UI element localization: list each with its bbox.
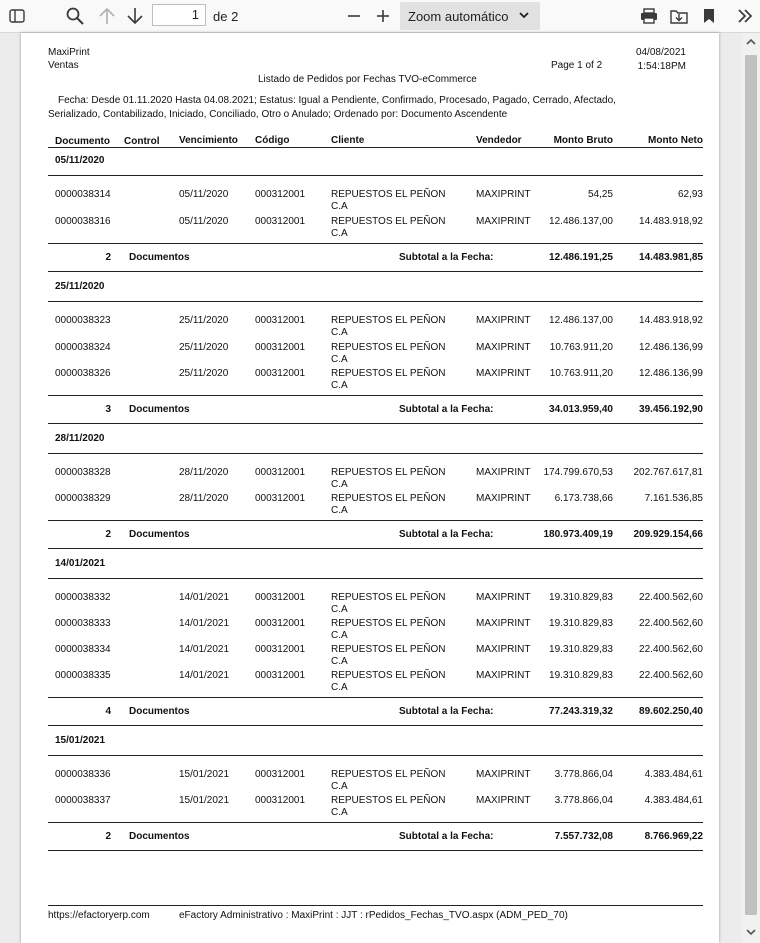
subtotal-neto: 14.483.981,85 [639, 252, 703, 263]
subtotal-rule [48, 822, 703, 823]
row-monto-bruto: 19.310.829,83 [549, 670, 613, 681]
row-cliente-line2: C.A [331, 682, 348, 693]
group-end-rule [48, 850, 703, 851]
row-documento: 0000038329 [55, 493, 111, 504]
row-documento: 0000038332 [55, 592, 111, 603]
group-date: 15/01/2021 [55, 735, 106, 746]
row-documento: 0000038328 [55, 467, 111, 478]
row-cliente: REPUESTOS EL PEÑON [331, 189, 446, 200]
col-cliente: Cliente [331, 135, 365, 146]
row-vencimiento: 14/01/2021 [179, 644, 230, 655]
col-vencimiento: Vencimiento [179, 135, 238, 146]
row-codigo: 000312001 [255, 467, 306, 478]
subtotal-rule [48, 697, 703, 698]
group-date: 25/11/2020 [55, 281, 105, 292]
row-documento: 0000038326 [55, 368, 111, 379]
row-codigo: 000312001 [255, 368, 306, 379]
save-icon [670, 8, 688, 24]
row-cliente: REPUESTOS EL PEÑON [331, 592, 446, 603]
subtotal-rule [48, 395, 703, 396]
scroll-up-icon[interactable] [746, 37, 756, 47]
next-page-button[interactable] [124, 4, 146, 28]
row-cliente: REPUESTOS EL PEÑON [331, 342, 446, 353]
row-codigo: 000312001 [255, 618, 306, 629]
row-vendedor: MAXIPRINT [476, 189, 531, 200]
footer-rule [48, 905, 703, 906]
row-monto-neto: 4.383.484,61 [644, 769, 703, 780]
zoom-out-button[interactable] [343, 4, 365, 28]
row-cliente: REPUESTOS EL PEÑON [331, 618, 446, 629]
pdf-page [21, 33, 719, 943]
row-vendedor: MAXIPRINT [476, 467, 531, 478]
row-vencimiento: 15/01/2021 [179, 769, 230, 780]
sidebar-toggle-button[interactable] [6, 4, 28, 28]
row-cliente: REPUESTOS EL PEÑON [331, 216, 446, 227]
row-documento: 0000038324 [55, 342, 111, 353]
row-documento: 0000038314 [55, 189, 111, 200]
row-monto-bruto: 19.310.829,83 [549, 592, 613, 603]
group-date: 28/11/2020 [55, 433, 105, 444]
row-vendedor: MAXIPRINT [476, 618, 531, 629]
row-monto-bruto: 19.310.829,83 [549, 618, 613, 629]
footer-url: https://efactoryerp.com [48, 910, 150, 921]
zoom-in-button[interactable] [372, 4, 394, 28]
row-documento: 0000038337 [55, 795, 111, 806]
subtotal-neto: 39.456.192,90 [639, 404, 703, 415]
download-button[interactable] [668, 4, 690, 28]
row-codigo: 000312001 [255, 216, 306, 227]
arrow-down-icon [127, 7, 143, 25]
row-monto-bruto: 6.173.738,66 [554, 493, 613, 504]
report-date: 04/08/2021 [635, 47, 686, 58]
row-codigo: 000312001 [255, 315, 306, 326]
row-codigo: 000312001 [255, 592, 306, 603]
row-vendedor: MAXIPRINT [476, 592, 531, 603]
group-date: 05/11/2020 [55, 155, 105, 166]
plus-icon [376, 9, 390, 23]
col-vendedor: Vendedor [476, 135, 522, 146]
group-rule [48, 175, 703, 176]
row-monto-neto: 22.400.562,60 [639, 618, 703, 629]
subtotal-rule [48, 520, 703, 521]
row-monto-bruto: 54,25 [587, 189, 613, 200]
row-monto-bruto: 10.763.911,20 [549, 368, 613, 379]
row-monto-bruto: 10.763.911,20 [549, 342, 613, 353]
row-monto-neto: 12.486.136,99 [639, 342, 703, 353]
subtotal-count: 2 [105, 529, 111, 540]
subtotal-bruto: 180.973.409,19 [543, 529, 613, 540]
row-cliente: REPUESTOS EL PEÑON [331, 315, 446, 326]
group-rule [48, 453, 703, 454]
row-vendedor: MAXIPRINT [476, 315, 531, 326]
row-cliente: REPUESTOS EL PEÑON [331, 795, 446, 806]
subtotal-neto: 8.766.969,22 [644, 831, 703, 842]
group-rule [48, 755, 703, 756]
find-button[interactable] [64, 4, 86, 28]
subtotal-label: Subtotal a la Fecha: [399, 404, 494, 415]
row-cliente-line2: C.A [331, 479, 348, 490]
subtotal-rule [48, 243, 703, 244]
page-info: Page 1 of 2 [551, 60, 603, 71]
bookmark-button[interactable] [698, 4, 720, 28]
row-vendedor: MAXIPRINT [476, 216, 531, 227]
row-codigo: 000312001 [255, 342, 306, 353]
row-monto-neto: 4.383.484,61 [644, 795, 703, 806]
row-vencimiento: 25/11/2020 [179, 368, 229, 379]
row-cliente-line2: C.A [331, 604, 348, 615]
subtotal-bruto: 77.243.319,32 [549, 706, 613, 717]
row-monto-neto: 22.400.562,60 [639, 670, 703, 681]
row-documento: 0000038316 [55, 216, 111, 227]
row-vencimiento: 15/01/2021 [179, 795, 230, 806]
subtotal-neto: 89.602.250,40 [639, 706, 703, 717]
subtotal-docs-label: Documentos [129, 404, 190, 415]
row-cliente-line2: C.A [331, 380, 348, 391]
page-number-input[interactable]: 1 [152, 4, 206, 26]
col-control: Control [124, 136, 160, 147]
page-count-label: de 2 [213, 9, 239, 24]
row-vendedor: MAXIPRINT [476, 342, 531, 353]
row-vendedor: MAXIPRINT [476, 769, 531, 780]
subtotal-label: Subtotal a la Fecha: [399, 831, 494, 842]
row-cliente: REPUESTOS EL PEÑON [331, 644, 446, 655]
group-rule [48, 301, 703, 302]
subtotal-docs-label: Documentos [129, 529, 190, 540]
pdf-toolbar [0, 0, 760, 33]
row-monto-bruto: 12.486.137,00 [549, 216, 613, 227]
row-cliente-line2: C.A [331, 630, 348, 641]
row-vencimiento: 05/11/2020 [179, 216, 229, 227]
row-codigo: 000312001 [255, 493, 306, 504]
subtotal-docs-label: Documentos [129, 252, 190, 263]
scroll-down-icon[interactable] [746, 927, 756, 937]
print-button[interactable] [638, 4, 660, 28]
minus-icon [347, 9, 361, 23]
row-cliente-line2: C.A [331, 781, 348, 792]
group-end-rule [48, 271, 703, 272]
group-date: 14/01/2021 [55, 558, 106, 569]
scrollbar-thumb[interactable] [745, 55, 757, 915]
group-rule [48, 578, 703, 579]
row-vencimiento: 28/11/2020 [179, 493, 229, 504]
row-codigo: 000312001 [255, 769, 306, 780]
row-documento: 0000038336 [55, 769, 111, 780]
filter-line-2: Serializado, Contabilizado, Iniciado, Conciliado, Otro o Anulado; Ordenado por: Documento Ascendente [48, 109, 508, 120]
col-monto-bruto: Monto Bruto [553, 135, 613, 146]
row-vendedor: MAXIPRINT [476, 493, 531, 504]
subtotal-label: Subtotal a la Fecha: [399, 252, 494, 263]
row-cliente: REPUESTOS EL PEÑON [331, 670, 446, 681]
group-end-rule [48, 548, 703, 549]
row-codigo: 000312001 [255, 795, 306, 806]
subtotal-docs-label: Documentos [129, 706, 190, 717]
vertical-scrollbar[interactable] [742, 33, 760, 943]
group-end-rule [48, 423, 703, 424]
report-time: 1:54:18PM [637, 61, 686, 72]
subtotal-bruto: 7.557.732,08 [554, 831, 613, 842]
company-name: MaxiPrint [48, 47, 90, 58]
row-monto-bruto: 12.486.137,00 [549, 315, 613, 326]
row-cliente: REPUESTOS EL PEÑON [331, 769, 446, 780]
row-vencimiento: 14/01/2021 [179, 670, 230, 681]
search-icon [66, 7, 84, 25]
footer-system: eFactory Administrativo : MaxiPrint : JJT : rPedidos_Fechas_TVO.aspx (ADM_PED_70) [179, 910, 568, 921]
row-monto-neto: 14.483.918,92 [639, 216, 703, 227]
row-codigo: 000312001 [255, 644, 306, 655]
row-vendedor: MAXIPRINT [476, 368, 531, 379]
col-monto-neto: Monto Neto [648, 135, 703, 146]
row-cliente: REPUESTOS EL PEÑON [331, 368, 446, 379]
row-monto-neto: 22.400.562,60 [639, 644, 703, 655]
arrow-up-icon [99, 7, 115, 25]
row-vendedor: MAXIPRINT [476, 670, 531, 681]
row-cliente-line2: C.A [331, 354, 348, 365]
row-documento: 0000038323 [55, 315, 111, 326]
row-documento: 0000038335 [55, 670, 111, 681]
col-codigo: Código [255, 135, 290, 146]
subtotal-count: 3 [105, 404, 111, 415]
document-viewer[interactable] [0, 33, 760, 943]
row-vencimiento: 25/11/2020 [179, 315, 229, 326]
filter-line-1: Fecha: Desde 01.11.2020 Hasta 04.08.2021; Estatus: Igual a Pendiente, Confirmado, Procesado, Pagado, Cerrado, Afectado, [58, 95, 616, 106]
module-name: Ventas [48, 60, 79, 71]
row-vencimiento: 28/11/2020 [179, 467, 229, 478]
col-documento: Documento [55, 136, 110, 147]
row-monto-bruto: 174.799.670,53 [543, 467, 613, 478]
row-monto-neto: 202.767.617,81 [633, 467, 703, 478]
row-cliente: REPUESTOS EL PEÑON [331, 493, 446, 504]
row-documento: 0000038334 [55, 644, 111, 655]
row-cliente-line2: C.A [331, 807, 348, 818]
previous-page-button[interactable] [96, 4, 118, 28]
row-codigo: 000312001 [255, 670, 306, 681]
row-cliente-line2: C.A [331, 201, 348, 212]
row-cliente: REPUESTOS EL PEÑON [331, 467, 446, 478]
group-end-rule [48, 725, 703, 726]
row-cliente-line2: C.A [331, 505, 348, 516]
row-monto-neto: 14.483.918,92 [639, 315, 703, 326]
row-vencimiento: 14/01/2021 [179, 592, 230, 603]
row-monto-neto: 12.486.136,99 [639, 368, 703, 379]
subtotal-bruto: 34.013.959,40 [549, 404, 613, 415]
row-vencimiento: 05/11/2020 [179, 189, 229, 200]
header-rule [48, 147, 703, 148]
row-vendedor: MAXIPRINT [476, 644, 531, 655]
subtotal-label: Subtotal a la Fecha: [399, 529, 494, 540]
zoom-select-label: Zoom automático [408, 8, 509, 24]
row-vendedor: MAXIPRINT [476, 795, 531, 806]
row-vencimiento: 25/11/2020 [179, 342, 229, 353]
subtotal-neto: 209.929.154,66 [633, 529, 703, 540]
chevron-down-icon [518, 9, 530, 21]
subtotal-label: Subtotal a la Fecha: [399, 706, 494, 717]
bookmark-icon [703, 8, 715, 24]
row-monto-neto: 22.400.562,60 [639, 592, 703, 603]
subtotal-docs-label: Documentos [129, 831, 190, 842]
double-chevron-right-icon [737, 9, 753, 23]
row-monto-neto: 62,93 [677, 189, 703, 200]
row-codigo: 000312001 [255, 189, 306, 200]
subtotal-count: 4 [105, 706, 111, 717]
row-monto-bruto: 3.778.866,04 [554, 795, 613, 806]
row-documento: 0000038333 [55, 618, 111, 629]
tools-button[interactable] [734, 4, 756, 28]
print-icon [640, 8, 658, 24]
row-monto-neto: 7.161.536,85 [644, 493, 703, 504]
row-cliente-line2: C.A [331, 327, 348, 338]
row-monto-bruto: 3.778.866,04 [554, 769, 613, 780]
row-cliente-line2: C.A [331, 656, 348, 667]
subtotal-count: 2 [105, 252, 111, 263]
report-title: Listado de Pedidos por Fechas TVO-eCommerce [258, 74, 477, 85]
subtotal-count: 2 [105, 831, 111, 842]
row-cliente-line2: C.A [331, 228, 348, 239]
zoom-select[interactable] [400, 2, 540, 30]
row-monto-bruto: 19.310.829,83 [549, 644, 613, 655]
row-vencimiento: 14/01/2021 [179, 618, 230, 629]
subtotal-bruto: 12.486.191,25 [549, 252, 613, 263]
sidebar-icon [9, 9, 25, 23]
